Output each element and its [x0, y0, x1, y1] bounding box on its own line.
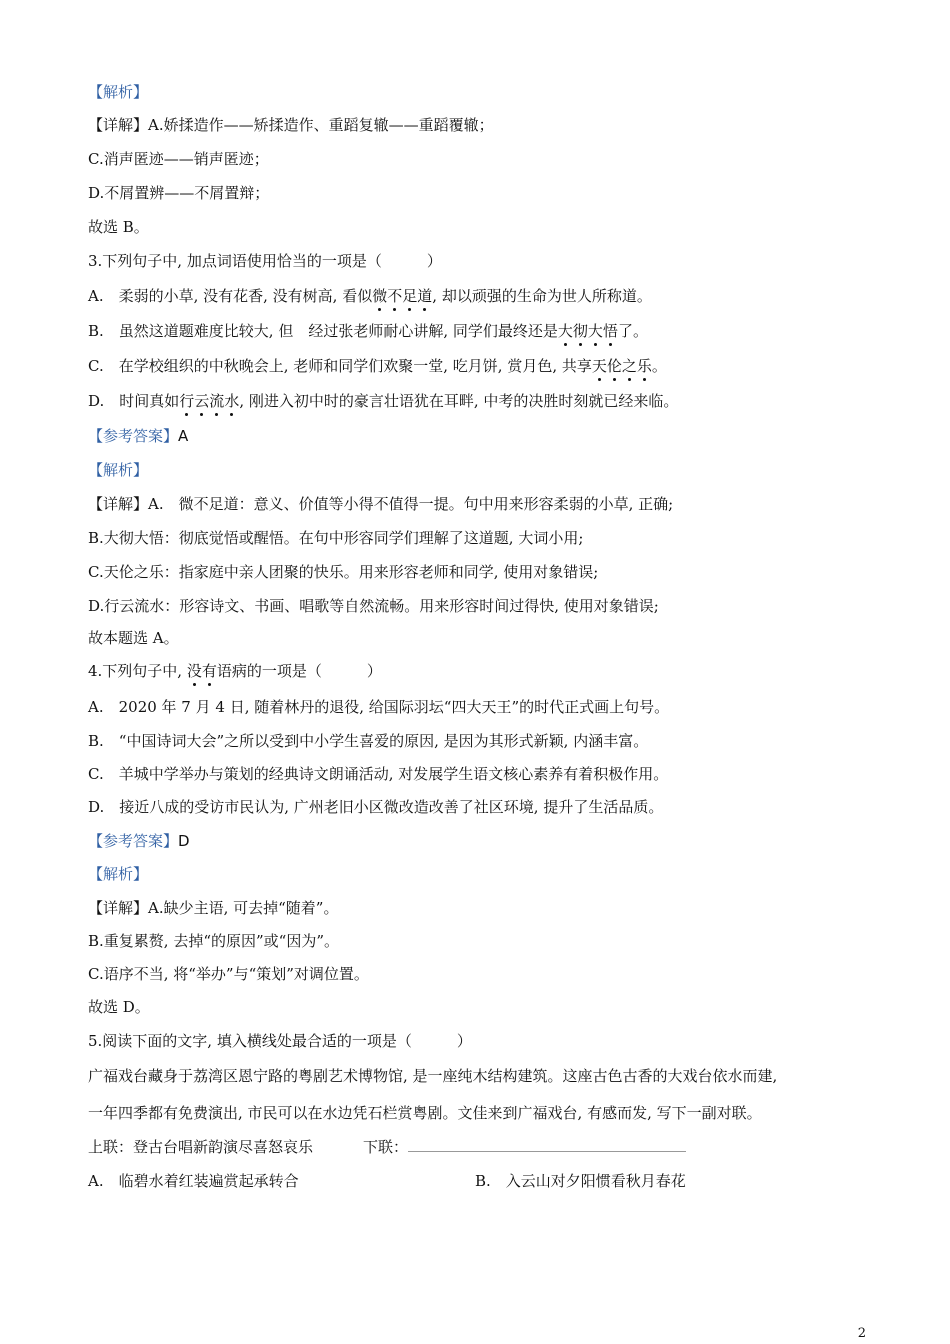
question-3: 3.下列句子中, 加点词语使用恰当的一项是（ ）	[88, 252, 442, 270]
detail-line: D.行云流水：形容诗文、书画、唱歌等自然流畅。用来形容时间过得快, 使用对象错误;	[88, 597, 659, 615]
answer-blank	[408, 1137, 686, 1152]
q3-option-c: C. 在学校组织的中秋晚会上, 老师和同学们欢聚一堂, 吃月饼, 赏月色, 共享天伦之乐。	[88, 357, 667, 375]
analysis-label: 【解析】	[88, 865, 149, 883]
conclusion: 故选 D。	[88, 998, 150, 1016]
q3-option-d: D. 时间真如行云流水, 刚进入初中时的豪言壮语犹在耳畔, 中考的决胜时刻就已经来临。	[88, 392, 679, 410]
q5-option-a: A. 临碧水着红装遍赏起承转合	[88, 1172, 299, 1190]
q3-option-a: A. 柔弱的小草, 没有花香, 没有树高, 看似微不足道, 却以顽强的生命为世人所称道。	[88, 287, 652, 305]
conclusion: 故选 B。	[88, 218, 149, 236]
question-5: 5.阅读下面的文字, 填入横线处最合适的一项是（ ）	[88, 1032, 472, 1050]
detail-line: C.天伦之乐：指家庭中亲人团聚的快乐。用来形容老师和同学, 使用对象错误;	[88, 563, 599, 581]
q5-passage-line: 一年四季都有免费演出, 市民可以在水边凭石栏赏粤剧。文佳来到广福戏台, 有感而发, 写下一副对联。	[88, 1104, 762, 1122]
detail-line: C.消声匿迹——销声匿迹；	[88, 150, 269, 168]
q5-couplet: 上联：登古台唱新韵演尽喜怒哀乐 下联：	[88, 1137, 686, 1157]
q4-option-a: A. 2020 年 7 月 4 日, 随着林丹的退役, 给国际羽坛“四大天王”的时代正式画上句号。	[88, 698, 670, 716]
q3-answer: 【参考答案】A	[88, 427, 189, 445]
q4-option-d: D. 接近八成的受访市民认为, 广州老旧小区微改造改善了社区环境, 提升了生活品质。	[88, 798, 664, 816]
q5-passage-line: 广福戏台藏身于荔湾区恩宁路的粤剧艺术博物馆, 是一座纯木结构建筑。这座古色古香的大戏台依水而建,	[88, 1067, 778, 1085]
q5-option-b: B. 入云山对夕阳惯看秋月春花	[475, 1172, 686, 1190]
conclusion: 故本题选 A。	[88, 629, 179, 647]
detail-line: 【详解】A.娇揉造作——矫揉造作、重蹈复辙——重蹈覆辙；	[88, 116, 494, 134]
detail-line: 【详解】A.缺少主语, 可去掉“随着”。	[88, 899, 339, 917]
detail-line: 【详解】A. 微不足道：意义、价值等小得不值得一提。句中用来形容柔弱的小草, 正确;	[88, 495, 674, 513]
detail-line: B.重复累赘, 去掉“的原因”或“因为”。	[88, 932, 340, 950]
q4-option-b: B. “中国诗词大会”之所以受到中小学生喜爱的原因, 是因为其形式新颖, 内涵丰富。	[88, 732, 649, 750]
detail-line: D.不屑置辨——不屑置辩；	[88, 184, 270, 202]
detail-line: B.大彻大悟：彻底觉悟或醒悟。在句中形容同学们理解了这道题, 大词小用;	[88, 529, 584, 547]
detail-line: C.语序不当, 将“举办”与“策划”对调位置。	[88, 965, 369, 983]
q3-option-b: B. 虽然这道题难度比较大, 但 经过张老师耐心讲解, 同学们最终还是大彻大悟了。	[88, 322, 648, 340]
analysis-label: 【解析】	[88, 461, 149, 479]
analysis-label: 【解析】	[88, 83, 149, 101]
q4-option-c: C. 羊城中学举办与策划的经典诗文朗诵活动, 对发展学生语文核心素养有着积极作用。	[88, 765, 669, 783]
q4-answer: 【参考答案】D	[88, 832, 190, 850]
page-number: 2	[857, 1326, 866, 1341]
question-4: 4.下列句子中, 没有语病的一项是（ ）	[88, 662, 382, 680]
